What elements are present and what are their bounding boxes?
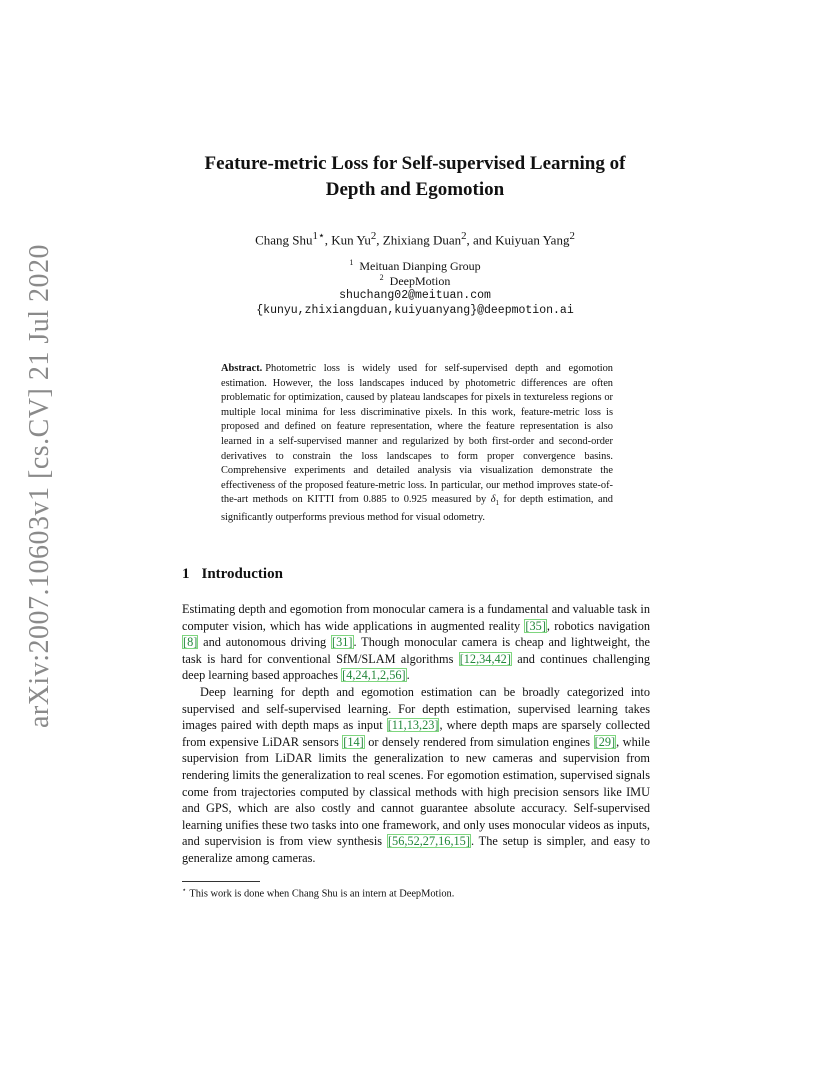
citation-link[interactable]: [11,13,23] (387, 718, 439, 733)
affiliation-1 (150, 258, 680, 274)
delta-symbol: δ (490, 494, 496, 506)
paragraph-text: , robotics navigation (546, 618, 650, 633)
citation-link[interactable]: [56,52,27,16,15] (387, 834, 470, 849)
affiliation-name: DeepMotion (389, 274, 451, 288)
paragraph-text: . Though monocular camera is cheap and lightweight, the task is hard for conventional SfM/SLAM algorithms (182, 635, 650, 666)
paragraph-text: , while supervision from LiDAR limits the generalization to new cameras and supervision from rendering limits the generalization to real scenes. For egomotion estimation, supervised signals come from trajectories computed by classical methods with high precision sensors like IMU and GPS, which are also costly and cannot guarantee absolute accuracy. Self-supervised learning unifies these two tasks into one framework, and only uses monocular videos as inputs, and supervision is from view synthesis (182, 734, 651, 849)
paragraph-text: Deep learning for depth and egomotion estimation can be broadly categorized into supervised and self-supervised learning. For depth estimation, supervised learning takes images paired with depth maps as input (182, 684, 650, 733)
arxiv-stamp (22, 243, 58, 729)
author-name: Kuiyuan Yang (495, 232, 570, 248)
citation-link[interactable]: [8] (183, 635, 198, 650)
citation-link[interactable]: [29] (594, 734, 616, 749)
author-list (150, 229, 680, 248)
paragraph-text: . The setup is simpler, and easy to generalize among cameras. (182, 834, 650, 865)
paragraph-text: . (406, 668, 410, 683)
citation-link[interactable]: [12,34,42] (459, 651, 511, 666)
email-meituan: shuchang02@meituan.com (339, 289, 491, 302)
citation-link[interactable]: [31] (332, 635, 353, 650)
affiliation-mark: 1 (349, 258, 354, 267)
author-mark: 2 (370, 230, 377, 242)
title-line-1: Feature-metric Loss for Self-supervised Learning of (204, 153, 626, 174)
footnote-mark: ⋆ (182, 886, 187, 894)
paragraph-text: and autonomous driving (198, 635, 332, 650)
abstract-text-2: for depth estimation, and significantly outperforms previous method for visual odometry. (221, 494, 613, 524)
title-line-2: Depth and Egomotion (325, 179, 505, 200)
footnote-rule (182, 881, 260, 882)
arxiv-stamp-text: arXiv:2007.10603v1 [cs.CV] 21 Jul 2020 (24, 243, 56, 729)
section-heading (182, 566, 283, 583)
citation-link[interactable]: [14] (343, 734, 364, 749)
delta-subscript: 1 (495, 499, 500, 508)
author-name: Zhixiang Duan (382, 232, 462, 248)
section-title: Introduction (201, 566, 283, 582)
author-name: Chang Shu (255, 232, 313, 248)
citation-link[interactable]: [35] (525, 618, 546, 633)
paragraph-text: Estimating depth and egomotion from monocular camera is a fundamental and valuable task in computer vision, which has wide applications in augmented reality (182, 602, 650, 633)
author-name: Kun Yu (331, 232, 371, 248)
affiliation-mark: 2 (379, 273, 384, 282)
footnote (182, 886, 650, 899)
paragraph-text: , where depth maps are sparsely collected from expensive LiDAR sensors (182, 718, 650, 749)
author-mark: 2 (461, 230, 467, 242)
abstract-label: Abstract. (221, 363, 263, 374)
author-separator-and: , and (466, 232, 496, 248)
section-number: 1 (182, 566, 190, 582)
affiliation-2 (150, 273, 680, 289)
footnote-text: This work is done when Chang Shu is an intern at DeepMotion. (189, 888, 455, 900)
abstract (221, 362, 613, 526)
introduction-body (182, 601, 650, 867)
author-mark: 2 (569, 230, 575, 242)
paragraph-text: or densely rendered from simulation engines (364, 734, 594, 749)
paper-title (150, 151, 680, 203)
author-separator: , (324, 232, 332, 248)
paragraph-text: and continues challenging deep learning based approaches (182, 651, 650, 683)
email-deepmotion: {kunyu,zhixiangduan,kuiyuanyang}@deepmotion.ai (256, 304, 574, 317)
author-separator: , (376, 232, 383, 248)
intro-paragraph-1 (182, 601, 650, 684)
intro-paragraph-2 (182, 684, 650, 867)
affiliation-name: Meituan Dianping Group (359, 259, 481, 273)
abstract-text-1: Photometric loss is widely used for self-supervised depth and egomotion estimation. However, the loss landscapes induced by photometric differences are often problematic for optimization, caused by plateau landscapes for pixels in textureless regions or multiple local minima for less discriminative pixels. In this work, feature-metric loss is proposed and defined on feature representation, where the feature representation is also learned in a self-supervised manner and regularized by both first-order and second-order derivatives to constrain the loss landscapes to form proper convergence basins. Comprehensive experiments and detailed analysis via visualization demonstrate the effectiveness of the proposed feature-metric loss. In particular, our method improves state-of-the-art methods on KITTI from 0.885 to 0.925 measured by (221, 363, 613, 506)
author-mark: 1⋆ (312, 230, 325, 242)
citation-link[interactable]: [4,24,1,2,56] (342, 668, 406, 683)
